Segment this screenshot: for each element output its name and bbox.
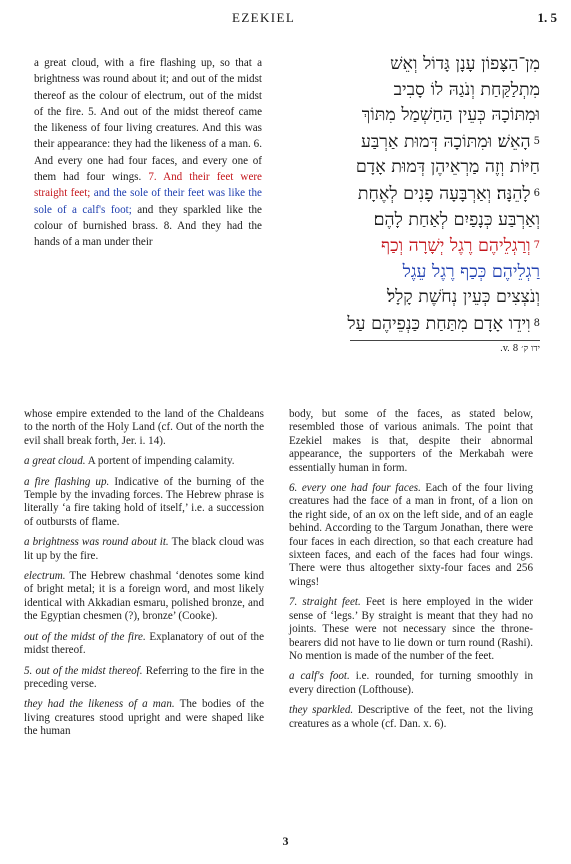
commentary-note [24, 476, 264, 530]
english-translation [34, 55, 262, 251]
hebrew-line-text: וְנֹצְצִים כְּעֵין נְחֹשֶׁת קָלָל׃ [386, 287, 540, 308]
commentary-right-column [289, 408, 533, 738]
commentary-note [24, 408, 264, 448]
translation-highlight-red: 7. And their feet were straight feet; [34, 171, 262, 200]
commentary-lemma: they had the likeness of a man. [24, 698, 175, 711]
hebrew-line-text: מִתְלַקַּחַת וְנֹגַהּ לוֹ סָבִיב [393, 79, 540, 100]
hebrew-line-text: וִידֵו אָדָם מִתַּחַת כַּנְפֵיהֶם עַל [347, 313, 531, 334]
commentary-text: The bodies of the living creatures stood upright and were shaped like the human [24, 698, 264, 738]
hebrew-line-text: רַגְלֵיהֶם כְּכַף רֶגֶל עֵגֶל [402, 261, 540, 282]
commentary-text: whose empire extended to the land of the Chaldeans to the north of the Holy Land (cf. Out of the north the evil shall break forth, Jer. i. 14). [24, 408, 264, 447]
hebrew-line [282, 311, 540, 338]
commentary-text: Explanatory of out of the midst thereof. [24, 630, 265, 657]
commentary-lemma: out of the midst of the fire. [24, 630, 146, 643]
book-title: EZEKIEL [232, 10, 296, 25]
hebrew-line-text: וְרַגְלֵיהֶם רֶגֶל יְשָׁרָה וְכַף [381, 236, 531, 257]
hebrew-verse-number: 7 [533, 240, 540, 252]
commentary-lemma: 5. out of the midst thereof. [24, 664, 143, 677]
commentary-text: Feet is here employed in the wider sense of ‘legs.’ By straight is meant that they had no joints. These were not necessary since the throne-bearers did not have to lie down or turn round (Rashi). No mention is made of the number of the feet. [289, 596, 533, 662]
hebrew-line [282, 208, 540, 234]
hebrew-line-text: וּמִתּוֹכָהּ כְּעֵין הַחַשְׁמַל מִתּוֹךְ [361, 105, 540, 126]
hebrew-text [282, 52, 540, 338]
hebrew-line [282, 103, 540, 129]
commentary-note [24, 631, 264, 658]
textual-footnote: ידו ק׳ v. 8. [500, 344, 540, 354]
hebrew-line [282, 233, 540, 260]
hebrew-verse-number: 6 [533, 187, 540, 199]
hebrew-verse-number: 5 [533, 135, 540, 147]
commentary-lemma: 7. straight feet. [289, 596, 361, 609]
commentary-left-column [24, 408, 264, 746]
hebrew-line-text: חַיּוֹת וְזֶה מַרְאֵיהֶן דְּמוּת אָדָם [355, 157, 540, 178]
commentary-note [289, 670, 533, 697]
commentary-text: Each of the four living creatures had the face of a man in front, of a lion on the right side, of an ox on the left side, and of an eagle behind. According to the Targum Jonathan, there were four faces in each direction, so that each creature had sixteen faces, and each of the faces had four wings. There were thus altogether sixty-four faces and 256 wings! [289, 482, 533, 588]
commentary-text: Referring to the fire in the preceding verse. [24, 664, 264, 690]
commentary-text: i.e. rounded, for turning smoothly in every direction (Lofthouse). [289, 670, 533, 696]
hebrew-line-text: וְאַרְבַּע כְּנָפַיִם לְאַחַת לָהֶם׃ [373, 209, 540, 230]
commentary-lemma: a fire flashing up. [24, 475, 110, 488]
commentary-note [24, 455, 264, 468]
hebrew-line [282, 285, 540, 311]
commentary-lemma: 6. every one had four faces. [289, 482, 421, 495]
commentary-lemma: a brightness was round about it. [24, 536, 169, 549]
translation-paragraph [34, 55, 262, 251]
commentary-lemma: a calf's foot. [289, 670, 350, 683]
commentary-text: Descriptive of the feet, not the living creatures as a whole (cf. Dan. x. 6). [289, 704, 533, 730]
hebrew-line [282, 260, 540, 286]
commentary-text: The Hebrew chashmal ‘denotes some kind of bright metal; it is a foreign word, and most likely identical with Akkadian esmaru, polished bronze, and the Egyptian chesmen (?), bronze’ (Cooke). [24, 570, 264, 623]
commentary-note [289, 596, 533, 663]
hebrew-line [282, 129, 540, 156]
hebrew-line [282, 78, 540, 104]
hebrew-line [282, 155, 540, 181]
running-header [0, 8, 571, 32]
hebrew-line [282, 52, 540, 78]
hebrew-verse-number: 8 [533, 317, 540, 329]
translation-highlight-blue: and the sole of their feet was like the sole of a calf's foot; [34, 187, 262, 216]
commentary-note [24, 536, 264, 563]
chapter-verse-reference: 1. 5 [537, 10, 557, 25]
commentary-text: body, but some of the faces, as stated below, resembled those of various animals. The point that Ezekiel makes is that, despite their abnormal appearance, the supporters of the Merkabah were essentially human in form. [289, 408, 533, 474]
commentary-note [289, 482, 533, 589]
commentary-lemma: a great cloud. [24, 455, 86, 468]
hebrew-line-text: לָהֵנָּה׃ וְאַרְבָּעָה פָנִים לְאֶחָת [357, 183, 531, 204]
commentary-note [24, 698, 264, 738]
commentary-note [289, 704, 533, 731]
commentary-text: Indicative of the burning of the Temple by the invading forces. The Hebrew phrase is literally ‘a fire taking hold of itself,’ i.e. a succession of outbursts of flame. [24, 475, 265, 528]
commentary-text: The black cloud was lit up by the fire. [24, 536, 264, 562]
commentary-lemma: electrum. [24, 570, 66, 583]
page-number: 3 [282, 834, 289, 848]
commentary-lemma: they sparkled. [289, 704, 354, 717]
commentary-note [24, 665, 264, 692]
commentary-note [289, 408, 533, 475]
translation-text: a great cloud, with a fire flashing up, so that a brightness was round about it; and out of the midst thereof as the colour of electrum, out of the midst of the fire. 5. And out of the midst thereof came the likeness of four living creatures. And this was their appearance: they had the likeness of a man. 6. And every one had four faces, and every one of them had four wings. [34, 57, 262, 184]
hebrew-line-text: הָאֵשׁ׃ וּמִתּוֹכָהּ דְּמוּת אַרְבַּע [360, 131, 531, 152]
hebrew-line-text: מִן־הַצָּפוֹן עָנָן גָּדוֹל וְאֵשׁ [390, 54, 540, 74]
commentary-note [24, 570, 264, 624]
hebrew-line [282, 181, 540, 208]
translation-text-end: and they sparkled like the colour of burnished brass. 8. And they had the hands of a man under their [34, 203, 262, 249]
footnote-divider [350, 340, 540, 341]
commentary-text: A portent of impending calamity. [85, 455, 235, 468]
